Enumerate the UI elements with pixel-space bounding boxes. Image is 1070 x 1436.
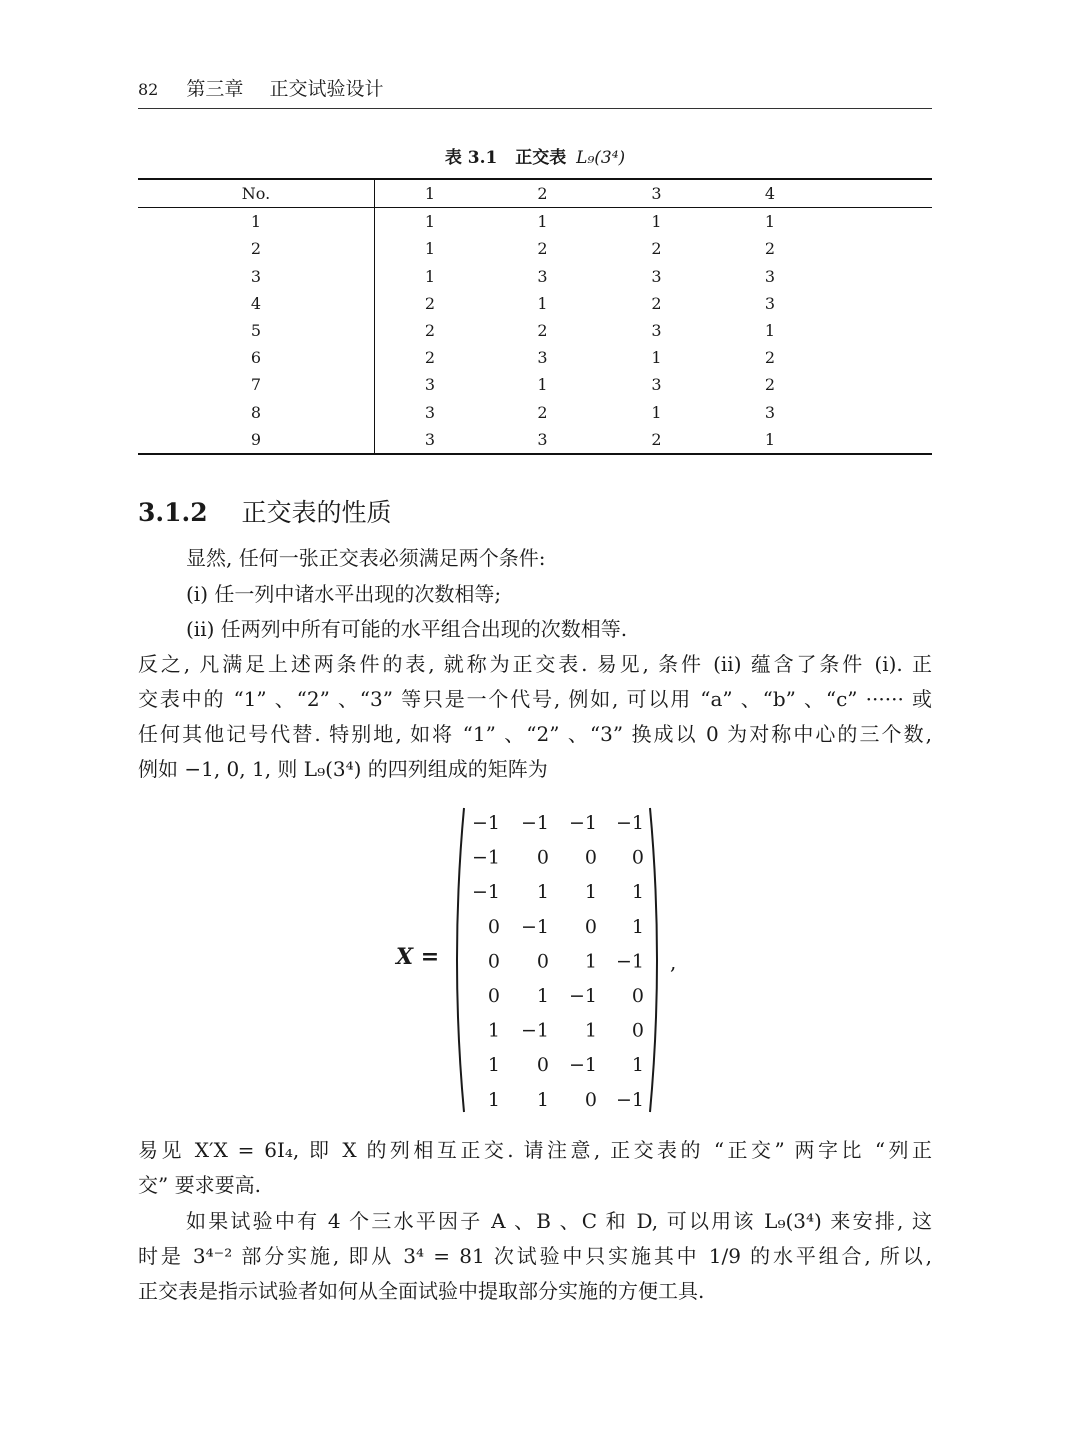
matrix-entry: −1 xyxy=(471,846,500,869)
row-number-cell: 8 xyxy=(138,399,375,426)
chapter-label: 第三章 xyxy=(186,78,244,100)
running-header xyxy=(138,76,932,109)
matrix-entry: 0 xyxy=(584,1088,597,1111)
orthogonal-table xyxy=(138,178,932,455)
column-header: 1 xyxy=(375,179,486,208)
row-number-cell: 9 xyxy=(138,426,375,454)
matrix-entry: 0 xyxy=(487,950,500,973)
paragraph-line: 如果试验中有 4 个三水平因子 A 、B 、C 和 D, 可以用该 L₉(3⁴) 来安排, 这 xyxy=(186,1209,932,1233)
table-row xyxy=(138,235,932,262)
row-spacer xyxy=(827,263,932,290)
paragraph-line: 反之, 凡满足上述两条件的表, 就称为正交表. 易见, 条件 (ii) 蕴含了条件 (i). 正 xyxy=(138,652,932,676)
matrix-entry: 0 xyxy=(584,915,597,938)
paragraph-line: 时是 3⁴⁻² 部分实施, 即从 3⁴ = 81 次试验中只实施其中 1/9 的水平组合, 所以, xyxy=(138,1244,932,1268)
row-number-cell: 2 xyxy=(138,235,375,262)
table-row xyxy=(138,426,932,454)
matrix-entry: 0 xyxy=(536,950,549,973)
matrix-entry: 0 xyxy=(631,985,644,1007)
table-cell: 3 xyxy=(764,293,776,313)
right-parenthesis xyxy=(650,808,657,1112)
row-number-cell: 5 xyxy=(138,317,375,344)
paragraph-line: 任何其他记号代替. 特别地, 如将 “1” 、“2” 、“3” 换成以 0 为对称中心的三个数, xyxy=(138,722,932,746)
table-cell: 3 xyxy=(424,402,436,422)
table-cell: 2 xyxy=(764,375,776,395)
row-spacer xyxy=(827,317,932,344)
matrix-entry: −1 xyxy=(520,915,549,938)
row-spacer xyxy=(827,344,932,371)
table-row xyxy=(138,263,932,290)
table-cell: 1 xyxy=(424,239,436,259)
column-header: No. xyxy=(138,179,375,208)
matrix-entry: 1 xyxy=(584,950,597,973)
matrix-entry: 1 xyxy=(487,1054,500,1077)
matrix-entry: 1 xyxy=(631,915,644,938)
table-row xyxy=(138,317,932,344)
table-cell: 1 xyxy=(537,293,548,313)
table-cell: 3 xyxy=(424,375,436,395)
table-cell: 3 xyxy=(537,266,548,286)
table-formula: L₉(3⁴) xyxy=(576,148,626,168)
column-header: 3 xyxy=(600,179,713,208)
table-cell: 1 xyxy=(537,212,548,232)
table-body xyxy=(138,208,932,454)
table-cell: 1 xyxy=(424,212,436,232)
matrix-entry: −1 xyxy=(568,1054,597,1077)
matrix-entry: −1 xyxy=(471,881,500,904)
matrix-entry: −1 xyxy=(471,812,500,834)
table-cell: 3 xyxy=(651,321,662,341)
matrix-entry: −1 xyxy=(520,1019,549,1042)
matrix-entry: 1 xyxy=(536,985,549,1007)
table-label: 表 3.1 xyxy=(444,148,498,168)
matrix-entry: −1 xyxy=(615,1088,644,1111)
row-number-cell: 3 xyxy=(138,263,375,290)
paragraph-line: 正交表是指示试验者如何从全面试验中提取部分实施的方便工具. xyxy=(138,1279,705,1303)
table-cell: 2 xyxy=(764,239,776,259)
matrix-entry: 1 xyxy=(631,1054,644,1077)
table-cell: 3 xyxy=(424,429,436,449)
table-cell: 3 xyxy=(651,375,662,395)
matrix-entry: 0 xyxy=(487,985,500,1007)
matrix-entry: 1 xyxy=(584,1019,597,1042)
matrix-entry: 1 xyxy=(631,881,644,904)
matrix-entry: 0 xyxy=(487,915,500,938)
table-cell: 3 xyxy=(764,402,776,422)
matrix-entry: 1 xyxy=(487,1019,500,1042)
row-number-cell: 1 xyxy=(138,208,375,236)
matrix-entry: 0 xyxy=(536,1054,549,1077)
table-cell: 1 xyxy=(424,266,436,286)
table-row xyxy=(138,208,932,236)
matrix-entry: −1 xyxy=(568,812,597,834)
matrix-entry: 0 xyxy=(536,846,549,869)
chapter-title: 正交试验设计 xyxy=(269,78,384,100)
table-cell: 2 xyxy=(537,321,548,341)
paragraph-line: 交” 要求要高. xyxy=(138,1173,261,1197)
table-cell: 1 xyxy=(764,429,776,449)
table-cell: 2 xyxy=(651,239,662,259)
row-spacer xyxy=(827,426,932,454)
matrix-equation xyxy=(138,804,932,1116)
table-title: 正交表 xyxy=(515,148,567,168)
paragraph-intro: 显然, 任何一张正交表必须满足两个条件: xyxy=(186,546,546,570)
table-cell: 3 xyxy=(651,266,662,286)
table-row xyxy=(138,399,932,426)
matrix-entry: 0 xyxy=(631,846,644,869)
paragraph-line: 例如 −1, 0, 1, 则 L₉(3⁴) 的四列组成的矩阵为 xyxy=(138,757,548,781)
matrix-entry: 1 xyxy=(487,1088,500,1111)
column-spacer xyxy=(827,179,932,208)
table-cell: 1 xyxy=(651,348,662,368)
table-row xyxy=(138,290,932,317)
table-cell: 2 xyxy=(537,402,548,422)
table-cell: 2 xyxy=(424,348,436,368)
table-cell: 1 xyxy=(764,212,776,232)
section-title: 正交表的性质 xyxy=(241,498,392,527)
section-heading xyxy=(138,496,392,530)
matrix-entry: −1 xyxy=(568,985,597,1007)
table-cell: 1 xyxy=(537,375,548,395)
row-spacer xyxy=(827,371,932,398)
condition-2: (ii) 任两列中所有可能的水平组合出现的次数相等. xyxy=(186,617,628,641)
matrix-trailing-comma: , xyxy=(670,950,677,974)
matrix-entry: 1 xyxy=(584,881,597,904)
table-row xyxy=(138,371,932,398)
matrix-label: X = xyxy=(396,944,440,970)
row-spacer xyxy=(827,399,932,426)
matrix-entry: 1 xyxy=(536,881,549,904)
table-caption xyxy=(138,146,932,170)
paragraph-line: 交表中的 “1” 、“2” 、“3” 等只是一个代号, 例如, 可以用 “a” 、“b” 、“c” ······ 或 xyxy=(138,687,932,711)
matrix-entry: 1 xyxy=(536,1088,549,1111)
row-number-cell: 4 xyxy=(138,290,375,317)
table-cell: 2 xyxy=(537,239,548,259)
table-cell: 1 xyxy=(764,321,776,341)
matrix-entry: −1 xyxy=(520,812,549,834)
left-parenthesis xyxy=(457,808,464,1112)
table-cell: 2 xyxy=(764,348,776,368)
column-header: 2 xyxy=(485,179,600,208)
condition-1: (i) 任一列中诸水平出现的次数相等; xyxy=(186,582,502,606)
matrix-entry: 0 xyxy=(584,846,597,869)
section-number: 3.1.2 xyxy=(138,498,208,527)
table-row xyxy=(138,344,932,371)
table-cell: 1 xyxy=(651,212,662,232)
row-spacer xyxy=(827,290,932,317)
row-spacer xyxy=(827,208,932,236)
paragraph-line: 易见 X′X = 6I₄, 即 X 的列相互正交. 请注意, 正交表的 “正交” 两字比 “列正 xyxy=(138,1138,932,1162)
table-cell: 3 xyxy=(537,348,548,368)
page-number: 82 xyxy=(138,80,159,99)
table-cell: 3 xyxy=(764,266,776,286)
matrix xyxy=(448,804,666,1116)
row-spacer xyxy=(827,235,932,262)
table-cell: 2 xyxy=(651,429,662,449)
table-cell: 2 xyxy=(424,293,436,313)
column-header: 4 xyxy=(713,179,827,208)
table-cell: 1 xyxy=(651,402,662,422)
table-header-row xyxy=(138,179,932,208)
matrix-entry: −1 xyxy=(615,812,644,834)
table-cell: 2 xyxy=(424,321,436,341)
row-number-cell: 7 xyxy=(138,371,375,398)
row-number-cell: 6 xyxy=(138,344,375,371)
table-cell: 2 xyxy=(651,293,662,313)
matrix-entry: 0 xyxy=(631,1019,644,1042)
table-cell: 3 xyxy=(537,429,548,449)
matrix-entry: −1 xyxy=(615,950,644,973)
